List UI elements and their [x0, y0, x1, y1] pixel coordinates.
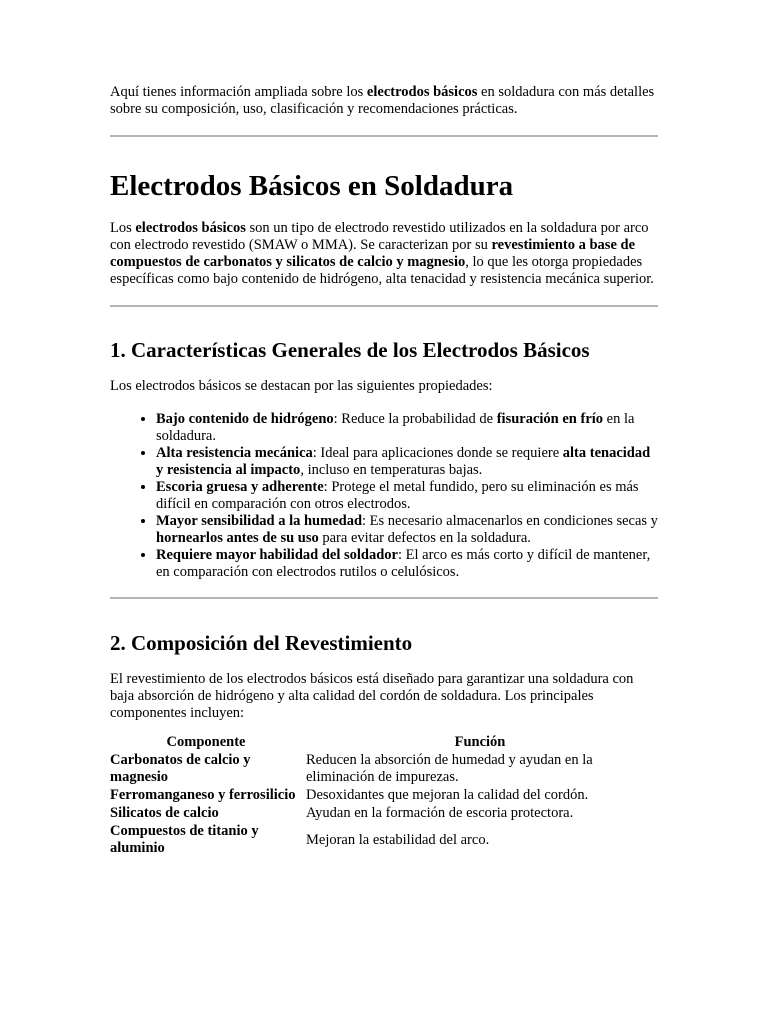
divider [110, 135, 658, 137]
document-body [110, 84, 658, 858]
table-header-row [110, 734, 658, 752]
section-heading: 2. Composición del Revestimiento [110, 631, 413, 655]
component-cell: Carbonatos de calcio y magnesio [110, 752, 251, 785]
component-cell: Silicatos de calcio [110, 805, 219, 821]
section-lead: El revestimiento de los electrodos básicos está diseñado para garantizar una soldadura con baja absorción de hidrógeno y alta calidad del cordón de soldadura. Los principales componentes incluyen: [110, 671, 634, 721]
column-header: Función [454, 734, 506, 750]
component-cell: Ferromanganeso y ferrosilicio [110, 787, 296, 803]
column-header: Componente [166, 734, 246, 750]
table-row [110, 787, 658, 805]
page-title: Electrodos Básicos en Soldadura [110, 170, 514, 202]
components-table [110, 734, 658, 858]
summary-paragraph: Los electrodos básicos son un tipo de electrodo revestido utilizados en la soldadura por arco con electrodo revestido (SMAW o MMA). Se caracterizan por su revestimiento a base de compuestos de carbonatos y silicatos de calcio y magnesio, lo que les otorga propiedades específicas como bajo contenido de hidrógeno, alta tenacidad y resistencia mecánica superior. [110, 220, 654, 287]
table-row [110, 805, 658, 823]
function-cell: Ayudan en la formación de escoria protectora. [306, 805, 574, 821]
divider [110, 597, 658, 599]
list-item: • Escoria gruesa y adherente: Protege el metal fundido, pero su eliminación es más difícil en comparación con otros electrodos. [156, 479, 658, 513]
list-item: • Bajo contenido de hidrógeno: Reduce la probabilidad de fisuración en frío en la soldadura. [156, 411, 658, 445]
divider [110, 305, 658, 307]
list-item: • Mayor sensibilidad a la humedad: Es necesario almacenarlos en condiciones secas y hornearlos antes de su uso para evitar defectos en la soldadura. [156, 513, 658, 547]
section-lead: Los electrodos básicos se destacan por las siguientes propiedades: [110, 378, 493, 394]
function-cell: Desoxidantes que mejoran la calidad del cordón. [306, 787, 589, 803]
section-heading: 1. Características Generales de los Electrodos Básicos [110, 338, 590, 362]
properties-list [110, 411, 658, 581]
table-row [110, 752, 658, 787]
intro-paragraph: Aquí tienes información ampliada sobre los electrodos básicos en soldadura con más detalles sobre su composición, uso, clasificación y recomendaciones prácticas. [110, 84, 655, 117]
function-cell: Reducen la absorción de humedad y ayudan en la eliminación de impurezas. [306, 752, 593, 785]
list-item: • Alta resistencia mecánica: Ideal para aplicaciones donde se requiere alta tenacidad y resistencia al impacto, incluso en temperaturas bajas. [156, 445, 658, 479]
table-row [110, 823, 658, 858]
list-item: • Requiere mayor habilidad del soldador: El arco es más corto y difícil de mantener, en comparación con electrodos rutilos o celulósicos. [156, 547, 658, 581]
component-cell: Compuestos de titanio y aluminio [110, 823, 259, 856]
function-cell: Mejoran la estabilidad del arco. [306, 831, 490, 848]
